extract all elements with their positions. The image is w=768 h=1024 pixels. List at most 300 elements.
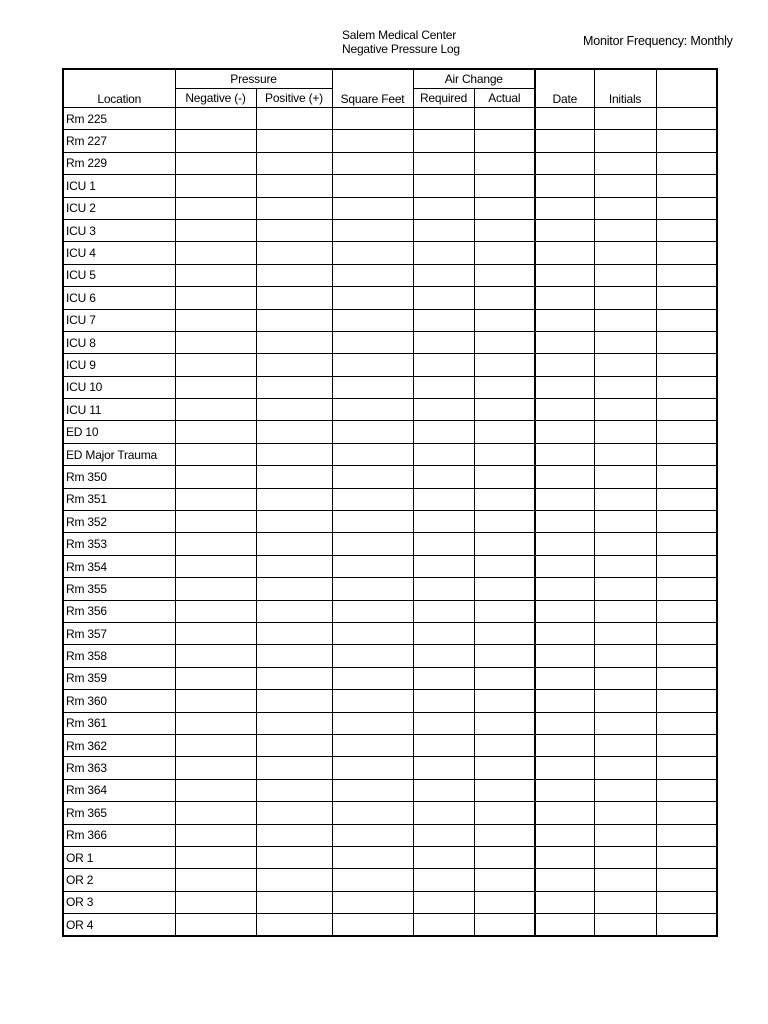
initials-cell xyxy=(594,466,656,488)
table-row xyxy=(63,287,717,309)
location-cell: ICU 11 xyxy=(63,399,175,421)
required-cell xyxy=(413,443,474,465)
location-cell: ED 10 xyxy=(63,421,175,443)
required-cell xyxy=(413,354,474,376)
location-cell: Rm 361 xyxy=(63,712,175,734)
initials-cell xyxy=(594,242,656,264)
table-row xyxy=(63,533,717,555)
negative-cell xyxy=(175,757,256,779)
actual-cell xyxy=(474,466,535,488)
actual-cell xyxy=(474,354,535,376)
extra-cell xyxy=(656,779,717,801)
actual-cell xyxy=(474,219,535,241)
actual-cell xyxy=(474,757,535,779)
actual-cell xyxy=(474,734,535,756)
column-header-positive: Positive (+) xyxy=(256,89,332,108)
negative-cell xyxy=(175,264,256,286)
table-row xyxy=(63,757,717,779)
date-cell xyxy=(535,802,594,824)
extra-cell xyxy=(656,130,717,152)
column-group-air-change: Air Change xyxy=(413,69,535,89)
positive-cell xyxy=(256,712,332,734)
initials-cell xyxy=(594,645,656,667)
required-cell xyxy=(413,152,474,174)
initials-cell xyxy=(594,511,656,533)
date-cell xyxy=(535,421,594,443)
extra-cell xyxy=(656,824,717,846)
table-row xyxy=(63,354,717,376)
extra-cell xyxy=(656,354,717,376)
negative-cell xyxy=(175,287,256,309)
date-cell xyxy=(535,824,594,846)
extra-cell xyxy=(656,622,717,644)
required-cell xyxy=(413,309,474,331)
positive-cell xyxy=(256,555,332,577)
pressure-log-table xyxy=(62,68,718,937)
square-feet-cell xyxy=(332,622,413,644)
actual-cell xyxy=(474,914,535,937)
negative-cell xyxy=(175,914,256,937)
table-row xyxy=(63,914,717,937)
initials-cell xyxy=(594,421,656,443)
positive-cell xyxy=(256,622,332,644)
initials-cell xyxy=(594,578,656,600)
square-feet-cell xyxy=(332,533,413,555)
negative-cell xyxy=(175,667,256,689)
negative-cell xyxy=(175,824,256,846)
positive-cell xyxy=(256,578,332,600)
initials-cell xyxy=(594,533,656,555)
required-cell xyxy=(413,600,474,622)
square-feet-cell xyxy=(332,824,413,846)
negative-cell xyxy=(175,466,256,488)
square-feet-cell xyxy=(332,175,413,197)
date-cell xyxy=(535,757,594,779)
table-row xyxy=(63,443,717,465)
date-cell xyxy=(535,309,594,331)
extra-cell xyxy=(656,152,717,174)
extra-cell xyxy=(656,264,717,286)
actual-cell xyxy=(474,309,535,331)
actual-cell xyxy=(474,197,535,219)
location-cell: ICU 10 xyxy=(63,376,175,398)
table-row xyxy=(63,622,717,644)
location-cell: ICU 7 xyxy=(63,309,175,331)
negative-cell xyxy=(175,152,256,174)
extra-cell xyxy=(656,555,717,577)
actual-cell xyxy=(474,130,535,152)
date-cell xyxy=(535,354,594,376)
actual-cell xyxy=(474,622,535,644)
actual-cell xyxy=(474,690,535,712)
negative-cell xyxy=(175,108,256,130)
negative-cell xyxy=(175,219,256,241)
actual-cell xyxy=(474,108,535,130)
square-feet-cell xyxy=(332,802,413,824)
table-row xyxy=(63,488,717,510)
negative-cell xyxy=(175,242,256,264)
location-cell: ICU 8 xyxy=(63,331,175,353)
extra-cell xyxy=(656,197,717,219)
date-cell xyxy=(535,443,594,465)
table-row xyxy=(63,511,717,533)
square-feet-cell xyxy=(332,914,413,937)
extra-cell xyxy=(656,667,717,689)
negative-cell xyxy=(175,712,256,734)
required-cell xyxy=(413,891,474,913)
positive-cell xyxy=(256,846,332,868)
date-cell xyxy=(535,376,594,398)
actual-cell xyxy=(474,712,535,734)
monitor-frequency: Monitor Frequency: Monthly xyxy=(583,34,733,48)
location-cell: ICU 9 xyxy=(63,354,175,376)
date-cell xyxy=(535,287,594,309)
negative-cell xyxy=(175,309,256,331)
date-cell xyxy=(535,511,594,533)
table-row xyxy=(63,645,717,667)
table-row xyxy=(63,421,717,443)
positive-cell xyxy=(256,242,332,264)
square-feet-cell xyxy=(332,600,413,622)
required-cell xyxy=(413,264,474,286)
negative-cell xyxy=(175,891,256,913)
location-cell: ICU 5 xyxy=(63,264,175,286)
actual-cell xyxy=(474,578,535,600)
date-cell xyxy=(535,578,594,600)
log-body xyxy=(63,108,717,937)
column-header-extra xyxy=(656,69,717,108)
actual-cell xyxy=(474,376,535,398)
square-feet-cell xyxy=(332,578,413,600)
initials-cell xyxy=(594,354,656,376)
required-cell xyxy=(413,175,474,197)
actual-cell xyxy=(474,264,535,286)
extra-cell xyxy=(656,108,717,130)
location-cell: OR 4 xyxy=(63,914,175,937)
extra-cell xyxy=(656,287,717,309)
location-cell: OR 3 xyxy=(63,891,175,913)
date-cell xyxy=(535,869,594,891)
location-cell: Rm 356 xyxy=(63,600,175,622)
square-feet-cell xyxy=(332,108,413,130)
column-group-pressure: Pressure xyxy=(175,69,332,89)
required-cell xyxy=(413,488,474,510)
extra-cell xyxy=(656,690,717,712)
table-row xyxy=(63,891,717,913)
initials-cell xyxy=(594,264,656,286)
required-cell xyxy=(413,197,474,219)
initials-cell xyxy=(594,309,656,331)
positive-cell xyxy=(256,600,332,622)
actual-cell xyxy=(474,846,535,868)
column-header-required: Required xyxy=(413,89,474,108)
actual-cell xyxy=(474,645,535,667)
positive-cell xyxy=(256,108,332,130)
table-row xyxy=(63,779,717,801)
required-cell xyxy=(413,779,474,801)
actual-cell xyxy=(474,152,535,174)
square-feet-cell xyxy=(332,645,413,667)
extra-cell xyxy=(656,914,717,937)
actual-cell xyxy=(474,891,535,913)
required-cell xyxy=(413,130,474,152)
negative-cell xyxy=(175,130,256,152)
positive-cell xyxy=(256,824,332,846)
column-header-location: Location xyxy=(63,69,175,108)
initials-cell xyxy=(594,219,656,241)
table-row xyxy=(63,578,717,600)
initials-cell xyxy=(594,197,656,219)
negative-cell xyxy=(175,354,256,376)
initials-cell xyxy=(594,555,656,577)
table-row xyxy=(63,197,717,219)
initials-cell xyxy=(594,757,656,779)
date-cell xyxy=(535,331,594,353)
location-cell: Rm 359 xyxy=(63,667,175,689)
positive-cell xyxy=(256,466,332,488)
extra-cell xyxy=(656,645,717,667)
positive-cell xyxy=(256,197,332,219)
extra-cell xyxy=(656,891,717,913)
negative-cell xyxy=(175,802,256,824)
square-feet-cell xyxy=(332,130,413,152)
extra-cell xyxy=(656,600,717,622)
actual-cell xyxy=(474,869,535,891)
square-feet-cell xyxy=(332,869,413,891)
initials-cell xyxy=(594,376,656,398)
actual-cell xyxy=(474,555,535,577)
extra-cell xyxy=(656,734,717,756)
initials-cell xyxy=(594,824,656,846)
location-cell: Rm 366 xyxy=(63,824,175,846)
actual-cell xyxy=(474,779,535,801)
initials-cell xyxy=(594,600,656,622)
extra-cell xyxy=(656,219,717,241)
negative-cell xyxy=(175,734,256,756)
required-cell xyxy=(413,578,474,600)
log-title: Negative Pressure Log xyxy=(342,42,460,56)
initials-cell xyxy=(594,667,656,689)
table-row xyxy=(63,667,717,689)
table-row xyxy=(63,331,717,353)
table-row xyxy=(63,846,717,868)
square-feet-cell xyxy=(332,779,413,801)
table-row xyxy=(63,130,717,152)
column-header-initials: Initials xyxy=(594,69,656,108)
square-feet-cell xyxy=(332,242,413,264)
org-name: Salem Medical Center xyxy=(342,28,457,42)
table-row xyxy=(63,264,717,286)
table-row xyxy=(63,152,717,174)
date-cell xyxy=(535,264,594,286)
required-cell xyxy=(413,846,474,868)
table-row xyxy=(63,242,717,264)
location-cell: Rm 362 xyxy=(63,734,175,756)
location-cell: ED Major Trauma xyxy=(63,443,175,465)
positive-cell xyxy=(256,802,332,824)
required-cell xyxy=(413,622,474,644)
extra-cell xyxy=(656,331,717,353)
positive-cell xyxy=(256,130,332,152)
actual-cell xyxy=(474,399,535,421)
positive-cell xyxy=(256,421,332,443)
extra-cell xyxy=(656,533,717,555)
date-cell xyxy=(535,197,594,219)
required-cell xyxy=(413,421,474,443)
initials-cell xyxy=(594,399,656,421)
location-cell: ICU 4 xyxy=(63,242,175,264)
square-feet-cell xyxy=(332,264,413,286)
table-row xyxy=(63,108,717,130)
square-feet-cell xyxy=(332,846,413,868)
location-cell: Rm 355 xyxy=(63,578,175,600)
positive-cell xyxy=(256,399,332,421)
square-feet-cell xyxy=(332,466,413,488)
square-feet-cell xyxy=(332,152,413,174)
date-cell xyxy=(535,175,594,197)
location-cell: Rm 358 xyxy=(63,645,175,667)
date-cell xyxy=(535,600,594,622)
actual-cell xyxy=(474,533,535,555)
actual-cell xyxy=(474,421,535,443)
positive-cell xyxy=(256,667,332,689)
positive-cell xyxy=(256,779,332,801)
table-row xyxy=(63,824,717,846)
required-cell xyxy=(413,376,474,398)
negative-cell xyxy=(175,421,256,443)
date-cell xyxy=(535,399,594,421)
location-cell: ICU 3 xyxy=(63,219,175,241)
required-cell xyxy=(413,108,474,130)
actual-cell xyxy=(474,488,535,510)
extra-cell xyxy=(656,309,717,331)
required-cell xyxy=(413,287,474,309)
extra-cell xyxy=(656,802,717,824)
extra-cell xyxy=(656,869,717,891)
location-cell: Rm 363 xyxy=(63,757,175,779)
required-cell xyxy=(413,466,474,488)
date-cell xyxy=(535,622,594,644)
table-row xyxy=(63,600,717,622)
initials-cell xyxy=(594,287,656,309)
required-cell xyxy=(413,667,474,689)
initials-cell xyxy=(594,331,656,353)
actual-cell xyxy=(474,511,535,533)
date-cell xyxy=(535,242,594,264)
column-header-actual: Actual xyxy=(474,89,535,108)
column-header-square-feet: Square Feet xyxy=(332,69,413,108)
column-header-negative: Negative (-) xyxy=(175,89,256,108)
negative-cell xyxy=(175,533,256,555)
positive-cell xyxy=(256,287,332,309)
document-header xyxy=(342,28,460,56)
table-row xyxy=(63,309,717,331)
date-cell xyxy=(535,219,594,241)
location-cell: Rm 357 xyxy=(63,622,175,644)
location-cell: Rm 360 xyxy=(63,690,175,712)
initials-cell xyxy=(594,175,656,197)
negative-cell xyxy=(175,645,256,667)
extra-cell xyxy=(656,443,717,465)
date-cell xyxy=(535,891,594,913)
location-cell: Rm 353 xyxy=(63,533,175,555)
required-cell xyxy=(413,712,474,734)
extra-cell xyxy=(656,578,717,600)
negative-cell xyxy=(175,488,256,510)
date-cell xyxy=(535,846,594,868)
square-feet-cell xyxy=(332,287,413,309)
initials-cell xyxy=(594,108,656,130)
table-row xyxy=(63,690,717,712)
location-cell: Rm 227 xyxy=(63,130,175,152)
negative-cell xyxy=(175,555,256,577)
square-feet-cell xyxy=(332,443,413,465)
positive-cell xyxy=(256,309,332,331)
square-feet-cell xyxy=(332,555,413,577)
square-feet-cell xyxy=(332,757,413,779)
square-feet-cell xyxy=(332,331,413,353)
initials-cell xyxy=(594,622,656,644)
table-row xyxy=(63,734,717,756)
date-cell xyxy=(535,734,594,756)
table-row xyxy=(63,219,717,241)
square-feet-cell xyxy=(332,734,413,756)
negative-cell xyxy=(175,443,256,465)
positive-cell xyxy=(256,331,332,353)
negative-cell xyxy=(175,399,256,421)
date-cell xyxy=(535,152,594,174)
extra-cell xyxy=(656,712,717,734)
date-cell xyxy=(535,533,594,555)
date-cell xyxy=(535,466,594,488)
extra-cell xyxy=(656,421,717,443)
negative-cell xyxy=(175,600,256,622)
positive-cell xyxy=(256,264,332,286)
extra-cell xyxy=(656,846,717,868)
table-row xyxy=(63,466,717,488)
required-cell xyxy=(413,734,474,756)
positive-cell xyxy=(256,690,332,712)
actual-cell xyxy=(474,287,535,309)
square-feet-cell xyxy=(332,488,413,510)
square-feet-cell xyxy=(332,399,413,421)
initials-cell xyxy=(594,690,656,712)
actual-cell xyxy=(474,443,535,465)
location-cell: ICU 1 xyxy=(63,175,175,197)
required-cell xyxy=(413,824,474,846)
table-row xyxy=(63,175,717,197)
table-row xyxy=(63,712,717,734)
positive-cell xyxy=(256,175,332,197)
date-cell xyxy=(535,914,594,937)
square-feet-cell xyxy=(332,690,413,712)
negative-cell xyxy=(175,869,256,891)
required-cell xyxy=(413,690,474,712)
required-cell xyxy=(413,645,474,667)
negative-cell xyxy=(175,846,256,868)
actual-cell xyxy=(474,175,535,197)
actual-cell xyxy=(474,667,535,689)
positive-cell xyxy=(256,376,332,398)
positive-cell xyxy=(256,869,332,891)
extra-cell xyxy=(656,242,717,264)
initials-cell xyxy=(594,779,656,801)
date-cell xyxy=(535,130,594,152)
location-cell: Rm 350 xyxy=(63,466,175,488)
positive-cell xyxy=(256,443,332,465)
positive-cell xyxy=(256,645,332,667)
positive-cell xyxy=(256,219,332,241)
